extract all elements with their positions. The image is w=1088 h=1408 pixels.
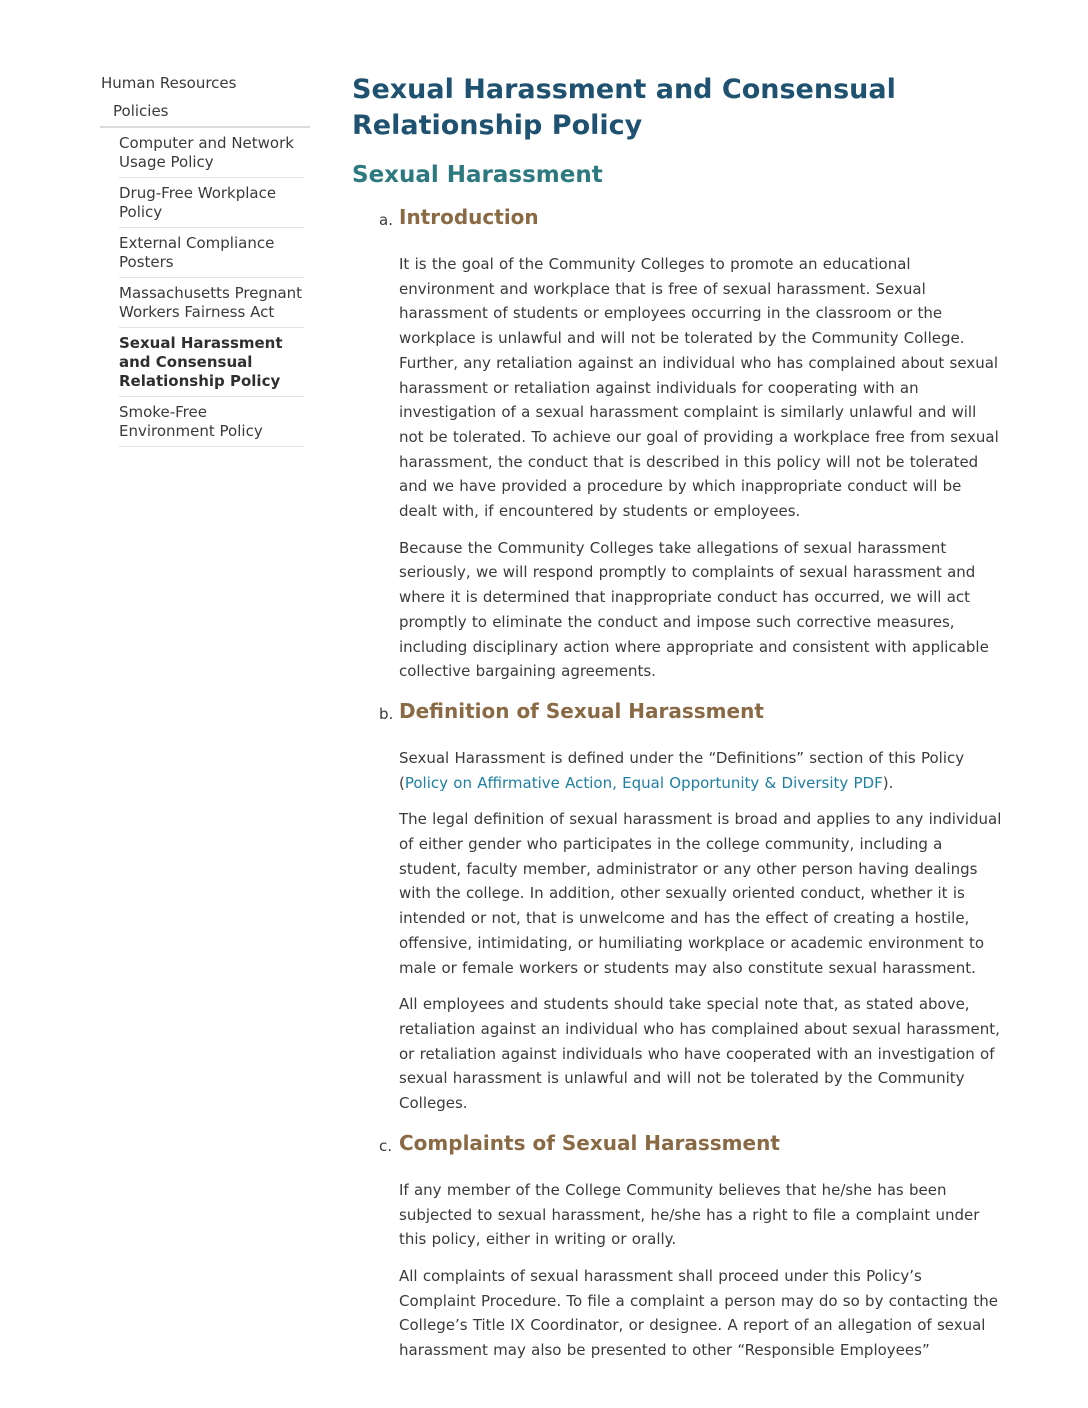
sidebar-item-drug-free-workplace[interactable]: Drug-Free Workplace Policy: [119, 178, 304, 228]
subsection-marker: b.: [379, 704, 394, 723]
sidebar-item-computer-network-usage[interactable]: Computer and Network Usage Policy: [119, 128, 304, 178]
subsection-title: Introduction: [399, 205, 539, 229]
subsection-introduction: [352, 202, 1002, 684]
sidebar-nav: [100, 70, 310, 447]
main-content: [352, 72, 1002, 1363]
sidebar-item-sexual-harassment-policy[interactable]: Sexual Harassment and Consensual Relationship Policy: [119, 328, 304, 397]
sidebar-parent-link[interactable]: Policies: [100, 96, 310, 128]
subsection-marker: c.: [379, 1136, 393, 1155]
sidebar-item-pregnant-workers-fairness-act[interactable]: Massachusetts Pregnant Workers Fairness Act: [119, 278, 304, 328]
subsection-complaints: [352, 1128, 1002, 1363]
subsection-marker: a.: [379, 211, 393, 229]
paragraph: If any member of the College Community believes that he/she has been subjected to sexual harassment, he/she has a right to file a complaint under this policy, either in writing or orally.: [399, 1180, 980, 1249]
page-title: Sexual Harassment and Consensual Relationship Policy: [352, 74, 896, 141]
subsection-list: [352, 202, 1002, 1363]
subsection-title: Complaints of Sexual Harassment: [399, 1130, 780, 1155]
sidebar-list: [100, 128, 310, 447]
sidebar-item-smoke-free-environment[interactable]: Smoke-Free Environment Policy: [119, 397, 304, 447]
sidebar-item-external-compliance-posters[interactable]: External Compliance Posters: [119, 228, 304, 278]
paragraph: Because the Community Colleges take allegations of sexual harassment seriously, we will respond promptly to complaints of sexual harassment and where it is determined that inappropriate conduct has occurred, we will act promptly to eliminate the conduct and impose such corrective measures, including disciplinary action where appropriate and consistent with applicable collective bargaining agreements.: [399, 538, 989, 681]
definition-text-before: Sexual Harassment is defined under the “Definitions” section of this Policy (: [399, 748, 965, 792]
section-title: Sexual Harassment: [352, 162, 603, 188]
paragraph: The legal definition of sexual harassment is broad and applies to any individual of either gender who participates in the college community, including a student, faculty member, administrator or any other person having dealings with the college. In addition, other sexually oriented conduct, whether it is intended or not, that is unwelcome and has the effect of creating a hostile, offensive, intimidating, or humiliating workplace or academic environment to male or female workers or students may also constitute sexual harassment.: [399, 810, 1002, 977]
paragraph: It is the goal of the Community Colleges to promote an educational environment and workplace that is free of sexual harassment. Sexual harassment of students or employees occurring in the classroom or the workplace is unlawful and will not be tolerated by the Community College. Further, any retaliation against an individual who has complained about sexual harassment or retaliation against individuals for cooperating with an investigation of a sexual harassment complaint is similarly unlawful and will not be tolerated. To achieve our goal of providing a workplace free from sexual harassment, the conduct that is described in this policy will not be tolerated and we have provided a procedure by which inappropriate conduct will be dealt with, if encountered by students or employees.: [399, 255, 999, 521]
definition-text-after: ).: [882, 773, 894, 792]
paragraph: All employees and students should take special note that, as stated above, retaliation against an individual who has complained about sexual harassment, or retaliation against individuals who have cooperated with an investigation of sexual harassment is unlawful and will not be tolerated by the Community Colleges.: [399, 995, 1000, 1113]
policy-pdf-link[interactable]: Policy on Affirmative Action, Equal Opportunity & Diversity PDF: [404, 773, 883, 792]
sidebar-root-link[interactable]: Human Resources: [101, 74, 237, 92]
subsection-title: Definition of Sexual Harassment: [399, 698, 764, 723]
subsection-definition: [352, 696, 1002, 1116]
paragraph: All complaints of sexual harassment shall proceed under this Policy’s Complaint Procedure. To file a complaint a person may do so by contacting the College’s Title IX Coordinator, or designee. A report of an allegation of sexual harassment may also be presented to other “Responsible Employees”: [399, 1266, 998, 1360]
paragraph-definition: [399, 746, 1002, 795]
